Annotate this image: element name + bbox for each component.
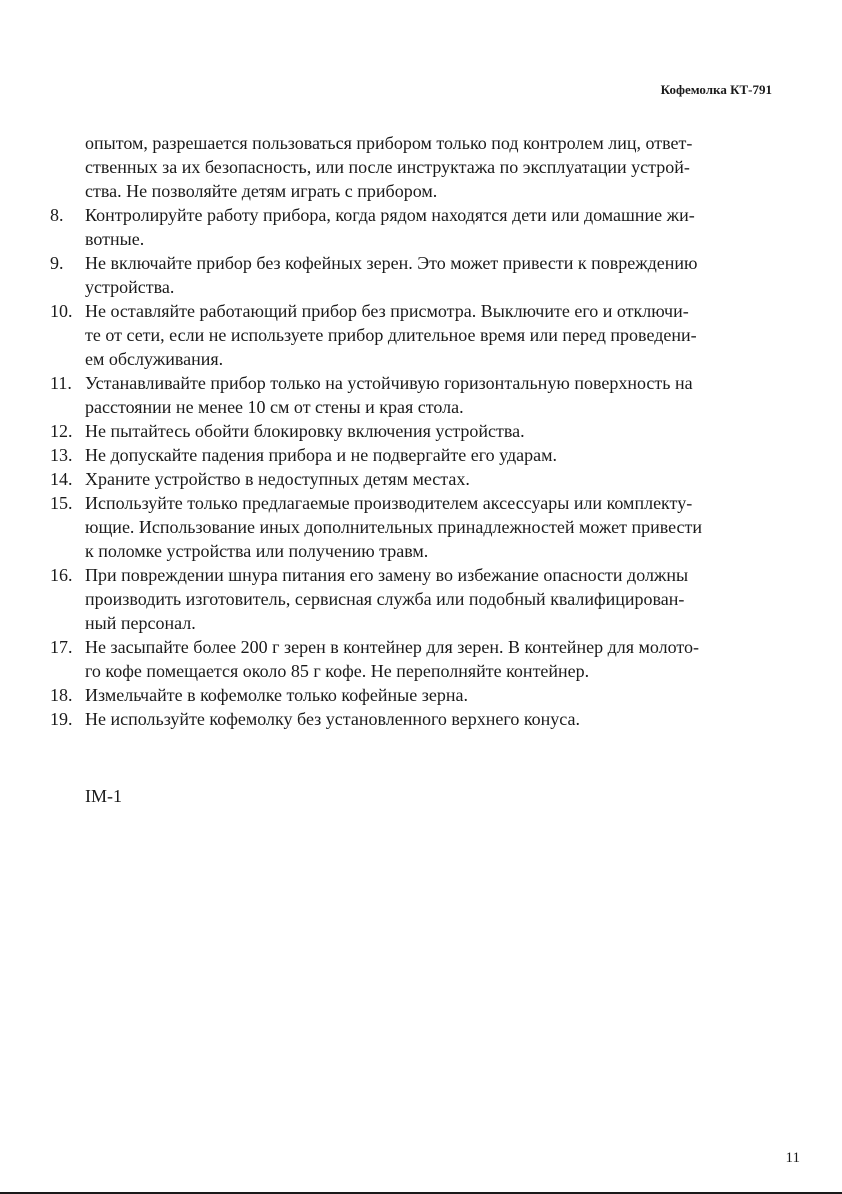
text-line [50, 251, 775, 275]
item-number [50, 131, 85, 155]
line-text: Не допускайте падения прибора и не подвергайте его ударам. [85, 445, 558, 465]
text-line [50, 587, 775, 611]
item-number [50, 659, 85, 683]
text-line [50, 611, 775, 635]
item-number: 16. [50, 565, 73, 585]
item-number [50, 155, 85, 179]
item-number: 19. [50, 709, 73, 729]
line-text: устройства. [85, 277, 175, 297]
item-number [50, 395, 85, 419]
item-number: 17. [50, 637, 73, 657]
text-line [50, 299, 775, 323]
item-number: 13. [50, 445, 73, 465]
line-text: ем обслуживания. [85, 349, 224, 369]
text-line [50, 707, 775, 731]
item-number: 11. [50, 373, 72, 393]
line-text: ный персонал. [85, 613, 196, 633]
instructions-list [50, 131, 775, 731]
item-number [50, 539, 85, 563]
line-text: Используйте только предлагаемые производителем аксессуары или комплекту- [85, 493, 693, 513]
line-text: Контролируйте работу прибора, когда рядом находятся дети или домашние жи- [85, 205, 695, 225]
text-line [50, 443, 775, 467]
page-number: 11 [785, 1150, 800, 1166]
text-line [50, 491, 775, 515]
item-number [50, 323, 85, 347]
item-number: 14. [50, 469, 73, 489]
text-line [50, 539, 775, 563]
item-number: 18. [50, 685, 73, 705]
page-header-title: Кофемолка КТ-791 [660, 82, 772, 97]
text-line [50, 131, 775, 155]
text-line [50, 635, 775, 659]
text-line [50, 659, 775, 683]
line-text: го кофе помещается около 85 г кофе. Не переполняйте контейнер. [85, 661, 590, 681]
text-line [50, 155, 775, 179]
line-text: Не засыпайте более 200 г зерен в контейнер для зерен. В контейнер для молото- [85, 637, 700, 657]
text-line [50, 467, 775, 491]
text-line [50, 683, 775, 707]
line-text: Не пытайтесь обойти блокировку включения устройства. [85, 421, 525, 441]
item-number [50, 515, 85, 539]
line-text: ющие. Использование иных дополнительных принадлежностей может привести [85, 517, 703, 537]
text-line [50, 563, 775, 587]
line-text: Не оставляйте работающий прибор без присмотра. Выключите его и отключи- [85, 301, 689, 321]
document-code: IM-1 [85, 786, 122, 806]
text-line [50, 371, 775, 395]
item-number: 15. [50, 493, 73, 513]
text-line [50, 179, 775, 203]
item-number: 8. [50, 205, 64, 225]
line-text: ства. Не позволяйте детям играть с прибором. [85, 181, 438, 201]
line-text: расстоянии не менее 10 см от стены и края стола. [85, 397, 464, 417]
text-line [50, 275, 775, 299]
text-line [50, 419, 775, 443]
line-text: к поломке устройства или получению травм. [85, 541, 429, 561]
text-line [50, 203, 775, 227]
text-line [50, 395, 775, 419]
item-number: 9. [50, 253, 64, 273]
line-text: Храните устройство в недоступных детям местах. [85, 469, 470, 489]
item-number: 12. [50, 421, 73, 441]
line-text: те от сети, если не используете прибор длительное время или перед проведени- [85, 325, 697, 345]
text-line [50, 323, 775, 347]
line-text: Устанавливайте прибор только на устойчивую горизонтальную поверхность на [85, 373, 693, 393]
line-text: Не включайте прибор без кофейных зерен. Это может привести к повреждению [85, 253, 698, 273]
line-text: При повреждении шнура питания его замену во избежание опасности должны [85, 565, 689, 585]
item-number [50, 611, 85, 635]
item-number: 10. [50, 301, 73, 321]
text-line [50, 515, 775, 539]
line-text: ственных за их безопасность, или после инструктажа по эксплуатации устрой- [85, 157, 690, 177]
item-number [50, 275, 85, 299]
line-text: вотные. [85, 229, 145, 249]
line-text: опытом, разрешается пользоваться прибором только под контролем лиц, ответ- [85, 133, 693, 153]
item-number [50, 587, 85, 611]
line-text: производить изготовитель, сервисная служба или подобный квалифицирован- [85, 589, 685, 609]
item-number [50, 227, 85, 251]
line-text: Не используйте кофемолку без установленного верхнего конуса. [85, 709, 580, 729]
item-number [50, 179, 85, 203]
text-line [50, 347, 775, 371]
item-number [50, 347, 85, 371]
line-text: Измельчайте в кофемолке только кофейные зерна. [85, 685, 468, 705]
text-line [50, 227, 775, 251]
